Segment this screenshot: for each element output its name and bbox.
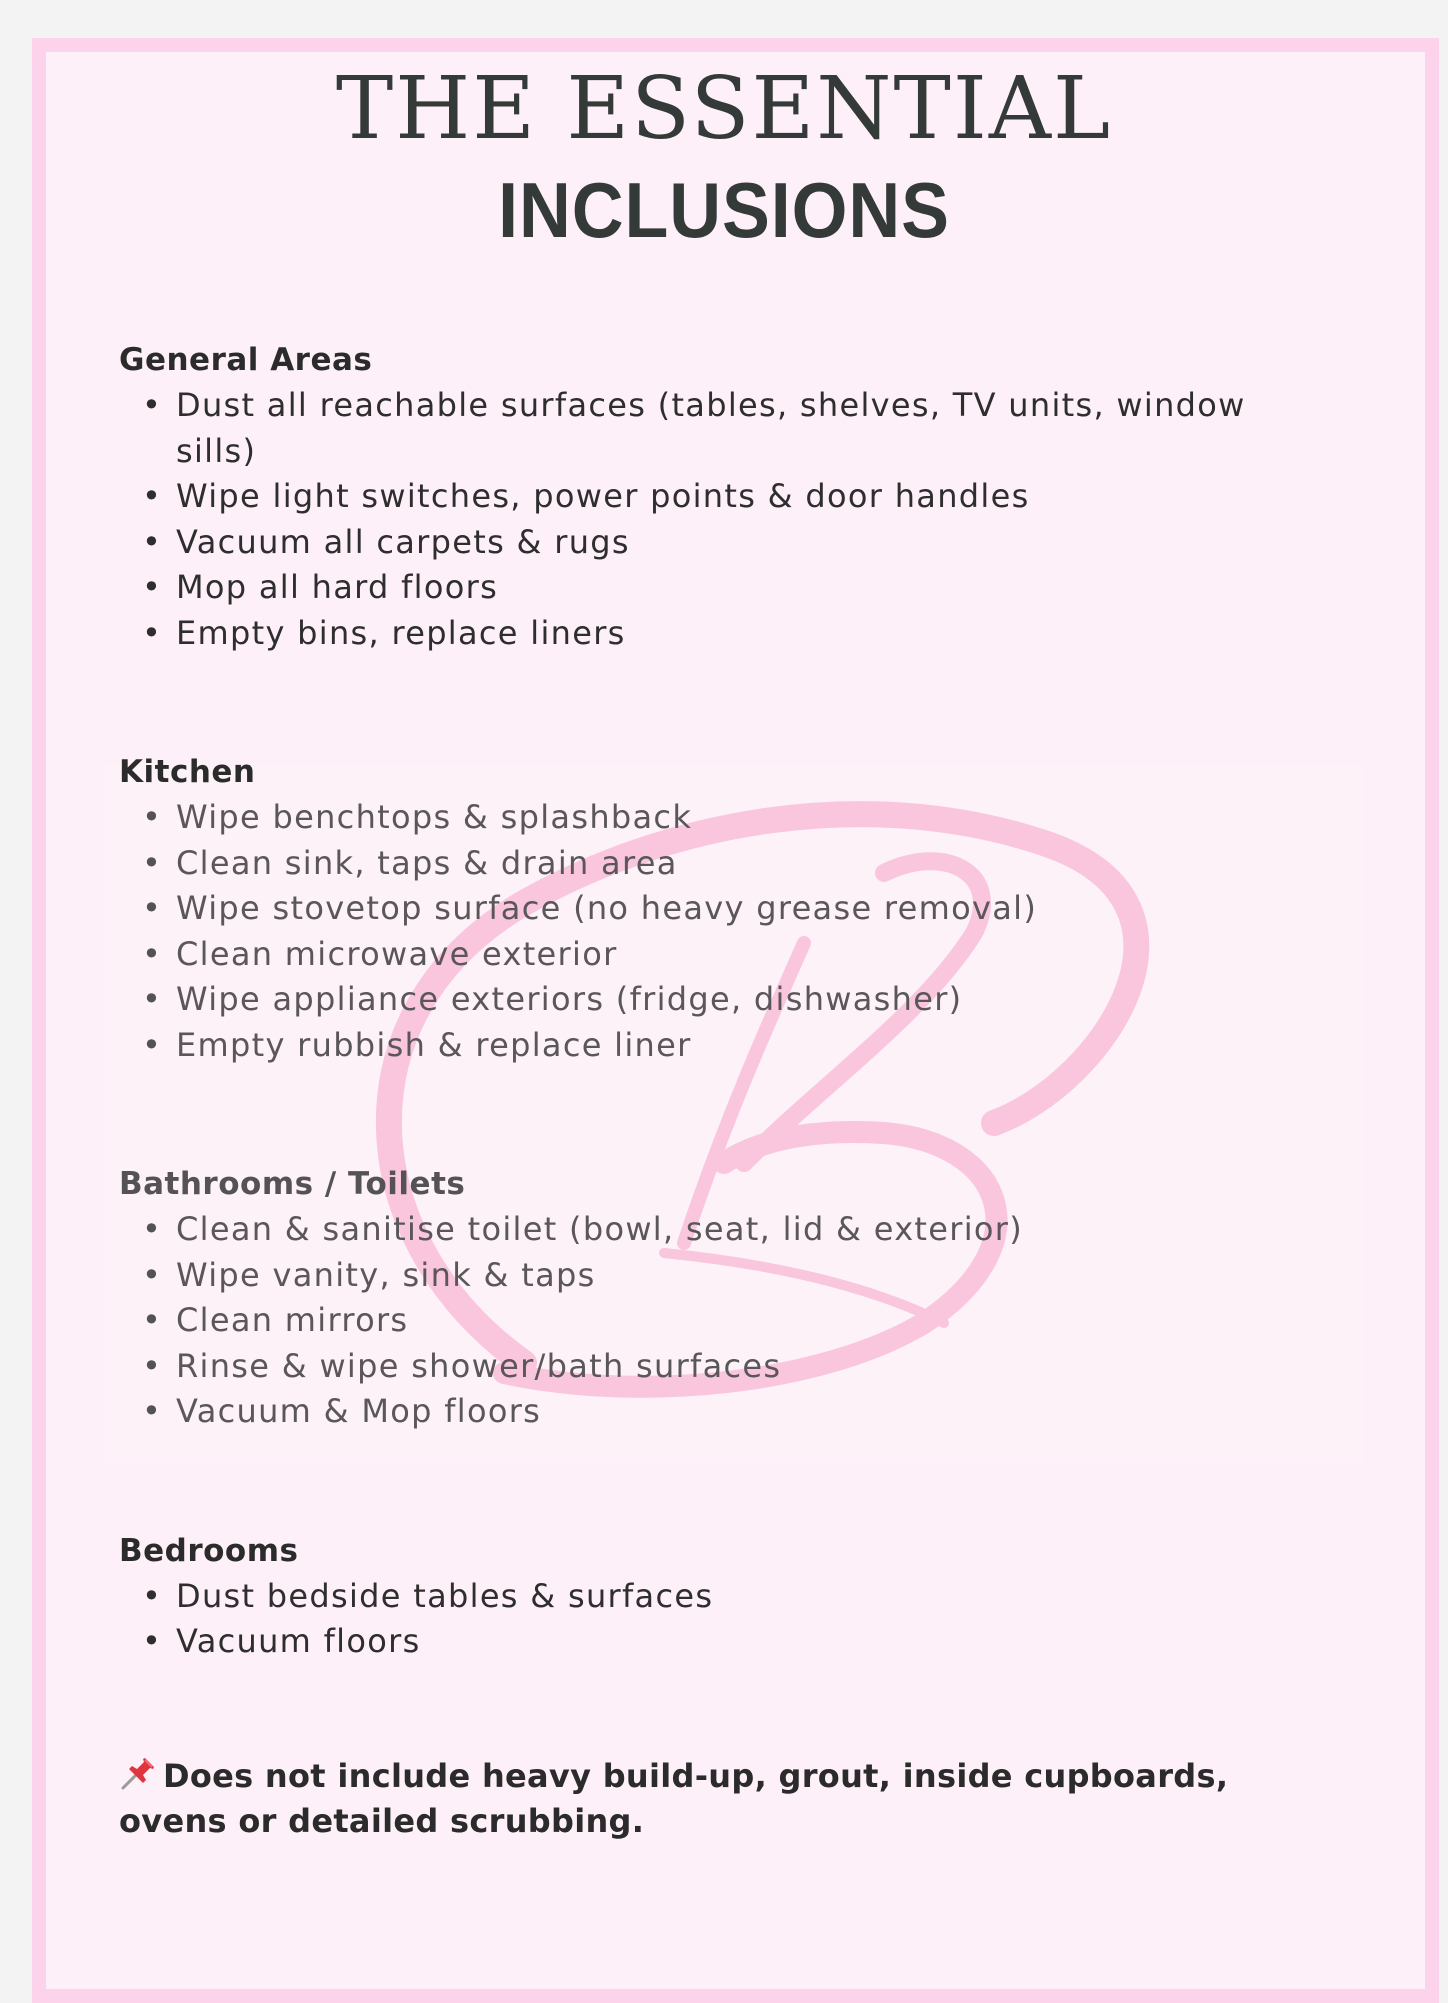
item-list — [119, 1574, 1319, 1665]
list-item: • Wipe benchtops & splashback — [176, 795, 1319, 841]
title-line-2: INCLUSIONS — [498, 166, 950, 254]
section-bedrooms — [119, 1529, 1319, 1665]
list-item: • Empty bins, replace liners — [176, 611, 1319, 657]
list-item: • Vacuum & Mop floors — [176, 1389, 1319, 1435]
list-item: • Vacuum all carpets & rugs — [176, 520, 1319, 566]
list-item: • Rinse & wipe shower/bath surfaces — [176, 1344, 1319, 1390]
list-item: • Dust bedside tables & surfaces — [176, 1574, 1319, 1620]
pushpin-icon — [119, 1757, 157, 1791]
list-item: • Wipe stovetop surface (no heavy grease removal) — [176, 886, 1319, 932]
list-item: • Vacuum floors — [176, 1619, 1319, 1665]
inclusions-content — [119, 338, 1319, 1759]
list-item: • Clean microwave exterior — [176, 932, 1319, 978]
list-item: • Wipe vanity, sink & taps — [176, 1253, 1319, 1299]
section-heading: Kitchen — [119, 754, 256, 790]
section-bathrooms-toilets — [119, 1162, 1319, 1435]
item-list — [119, 383, 1319, 656]
list-item: • Wipe light switches, power points & door handles — [176, 474, 1319, 520]
exclusions-note — [119, 1754, 1319, 1844]
section-general-areas — [119, 338, 1319, 656]
section-kitchen — [119, 750, 1319, 1068]
list-item: • Clean mirrors — [176, 1298, 1319, 1344]
list-item: • Dust all reachable surfaces (tables, shelves, TV units, window sills) — [176, 383, 1319, 474]
section-heading: General Areas — [119, 342, 373, 378]
list-item: • Clean sink, taps & drain area — [176, 841, 1319, 887]
list-item: • Clean & sanitise toilet (bowl, seat, lid & exterior) — [176, 1207, 1319, 1253]
item-list — [119, 795, 1319, 1068]
section-heading: Bathrooms / Toilets — [119, 1166, 466, 1202]
list-item: • Empty rubbish & replace liner — [176, 1023, 1319, 1069]
item-list — [119, 1207, 1319, 1435]
list-item: • Wipe appliance exteriors (fridge, dishwasher) — [176, 977, 1319, 1023]
note-text: Does not include heavy build-up, grout, inside cupboards, ovens or detailed scrubbing. — [119, 1757, 1229, 1840]
title-line-1: THE ESSENTIAL — [335, 59, 1113, 159]
list-item: • Mop all hard floors — [176, 565, 1319, 611]
section-heading: Bedrooms — [119, 1532, 299, 1569]
